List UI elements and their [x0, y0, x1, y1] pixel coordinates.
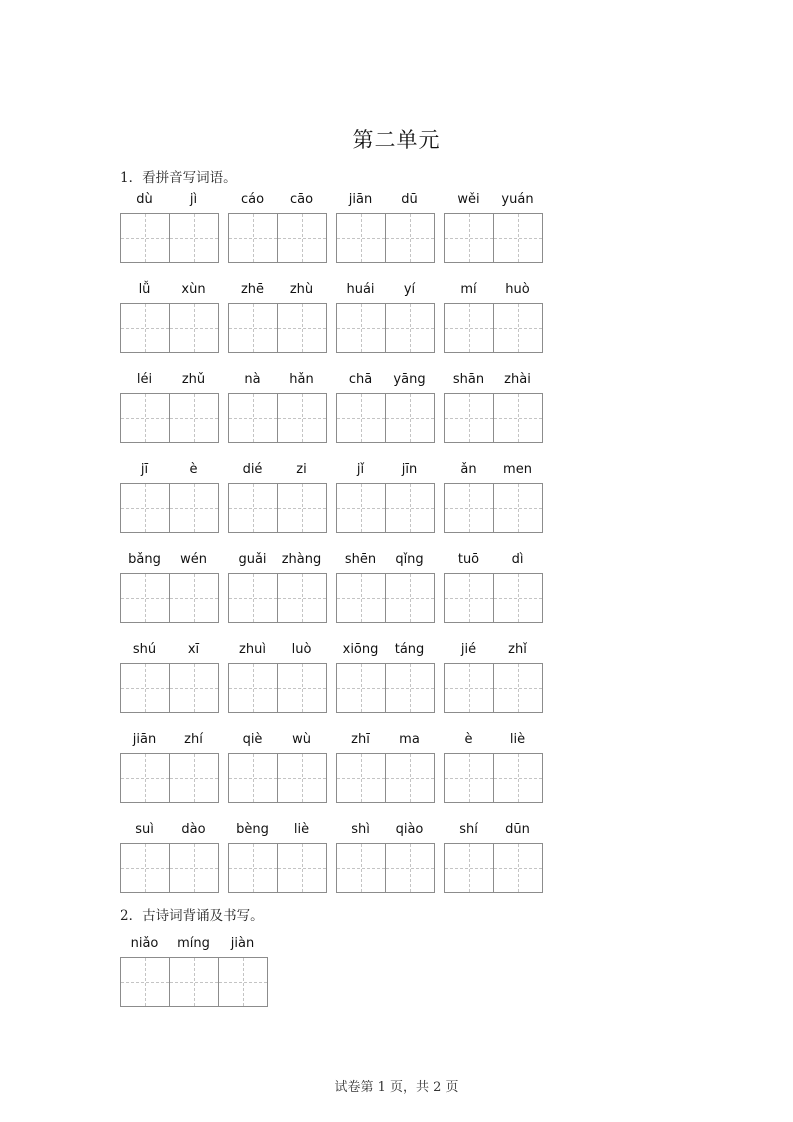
writing-cell[interactable] — [337, 574, 386, 622]
pinyin: dūn — [505, 822, 530, 837]
pinyin: mí — [460, 282, 477, 297]
tian-grid-box — [120, 213, 219, 263]
pinyin-labels — [120, 462, 218, 480]
writing-cell[interactable] — [229, 304, 278, 352]
writing-cell[interactable] — [121, 484, 170, 532]
pinyin: tuō — [457, 552, 480, 567]
pinyin: táng — [394, 642, 425, 657]
writing-cell[interactable] — [229, 214, 278, 262]
pinyin-labels — [336, 282, 434, 300]
writing-cell[interactable] — [445, 304, 494, 352]
tian-grid-box — [336, 663, 435, 713]
writing-cell[interactable] — [170, 394, 218, 442]
pinyin: jiàn — [230, 936, 255, 951]
pinyin: yí — [403, 282, 416, 297]
writing-cell[interactable] — [121, 844, 170, 892]
tian-grid-box — [444, 393, 543, 443]
tian-grid-box — [228, 663, 327, 713]
tian-grid-box — [120, 753, 219, 803]
writing-cell[interactable] — [494, 754, 542, 802]
writing-cell[interactable] — [386, 214, 434, 262]
tian-grid-box — [444, 663, 543, 713]
writing-cell[interactable] — [170, 484, 218, 532]
pinyin: liè — [509, 732, 526, 747]
pinyin-labels — [120, 372, 218, 390]
writing-cell[interactable] — [278, 304, 326, 352]
pinyin: cāo — [289, 192, 314, 207]
pinyin-labels — [120, 552, 218, 570]
writing-cell[interactable] — [121, 574, 170, 622]
tian-grid-box — [336, 753, 435, 803]
writing-cell[interactable] — [219, 958, 267, 1006]
pinyin-labels — [120, 936, 267, 954]
writing-cell[interactable] — [337, 394, 386, 442]
tian-grid-box — [228, 213, 327, 263]
writing-cell[interactable] — [445, 664, 494, 712]
pinyin-labels — [336, 462, 434, 480]
writing-cell[interactable] — [386, 394, 434, 442]
writing-cell[interactable] — [445, 484, 494, 532]
writing-cell[interactable] — [121, 304, 170, 352]
tian-grid-box — [228, 573, 327, 623]
pinyin: shān — [452, 372, 485, 387]
tian-grid-box — [120, 393, 219, 443]
writing-cell[interactable] — [494, 214, 542, 262]
tian-grid-box — [120, 573, 219, 623]
pinyin: zhǔ — [181, 372, 206, 387]
pinyin-labels — [336, 732, 434, 750]
writing-cell[interactable] — [121, 958, 170, 1006]
pinyin: zhuì — [239, 642, 266, 657]
writing-cell[interactable] — [386, 574, 434, 622]
pinyin: liè — [293, 822, 310, 837]
pinyin: wén — [180, 552, 207, 567]
writing-cell[interactable] — [278, 484, 326, 532]
pinyin: men — [503, 462, 532, 477]
page-title: 第二单元 — [352, 128, 441, 152]
tian-grid-box — [336, 393, 435, 443]
tian-grid-box — [444, 213, 543, 263]
writing-cell[interactable] — [229, 484, 278, 532]
writing-cell[interactable] — [170, 664, 218, 712]
pinyin-labels — [228, 822, 326, 840]
pinyin: huái — [346, 282, 375, 297]
pinyin: niǎo — [130, 936, 159, 951]
pinyin: luò — [291, 642, 312, 657]
writing-cell[interactable] — [121, 754, 170, 802]
pinyin: shì — [351, 822, 370, 837]
pinyin: jǐ — [356, 462, 365, 477]
pinyin-labels — [228, 732, 326, 750]
pinyin: zhī — [351, 732, 370, 747]
pinyin-labels — [336, 552, 434, 570]
pinyin-labels — [228, 192, 326, 210]
pinyin: è — [189, 462, 198, 477]
writing-cell[interactable] — [386, 754, 434, 802]
pinyin: guǎi — [238, 552, 267, 567]
tian-grid-box — [444, 573, 543, 623]
writing-cell[interactable] — [278, 394, 326, 442]
pinyin: shú — [132, 642, 157, 657]
question-2-label: 2．古诗词背诵及书写。 — [120, 908, 264, 924]
pinyin: bǎng — [128, 552, 161, 567]
pinyin-labels — [444, 552, 542, 570]
writing-cell[interactable] — [494, 304, 542, 352]
writing-cell[interactable] — [278, 214, 326, 262]
pinyin: lǚ — [138, 282, 151, 297]
pinyin: wěi — [457, 192, 480, 207]
pinyin-labels — [336, 372, 434, 390]
writing-cell[interactable] — [170, 958, 219, 1006]
pinyin: dào — [181, 822, 206, 837]
pinyin-labels — [336, 642, 434, 660]
writing-cell[interactable] — [229, 754, 278, 802]
writing-cell[interactable] — [337, 484, 386, 532]
pinyin: jì — [189, 192, 198, 207]
pinyin: míng — [177, 936, 210, 951]
pinyin: chā — [348, 372, 373, 387]
tian-grid-box — [120, 957, 268, 1007]
pinyin-labels — [120, 732, 218, 750]
pinyin-labels — [120, 642, 218, 660]
pinyin-labels — [336, 822, 434, 840]
tian-grid-box — [336, 483, 435, 533]
writing-cell[interactable] — [278, 754, 326, 802]
pinyin: zhù — [289, 282, 314, 297]
tian-grid-box — [444, 843, 543, 893]
tian-grid-box — [120, 843, 219, 893]
pinyin: huò — [505, 282, 530, 297]
pinyin: zhàng — [281, 552, 322, 567]
writing-cell[interactable] — [229, 394, 278, 442]
pinyin: bèng — [236, 822, 269, 837]
writing-cell[interactable] — [121, 214, 170, 262]
pinyin: xī — [187, 642, 200, 657]
writing-cell[interactable] — [445, 394, 494, 442]
pinyin: léi — [136, 372, 153, 387]
writing-cell[interactable] — [494, 844, 542, 892]
tian-grid-box — [120, 663, 219, 713]
pinyin: yuán — [501, 192, 534, 207]
pinyin-labels — [444, 372, 542, 390]
pinyin: jī — [140, 462, 149, 477]
writing-cell[interactable] — [229, 844, 278, 892]
pinyin: shēn — [344, 552, 377, 567]
pinyin: xiōng — [342, 642, 379, 657]
pinyin: zhē — [240, 282, 265, 297]
writing-cell[interactable] — [121, 664, 170, 712]
pinyin: zhǐ — [508, 642, 527, 657]
tian-grid-box — [120, 483, 219, 533]
pinyin: zhài — [504, 372, 531, 387]
writing-cell[interactable] — [386, 664, 434, 712]
tian-grid-box — [444, 303, 543, 353]
tian-grid-box — [120, 303, 219, 353]
writing-cell[interactable] — [278, 844, 326, 892]
pinyin: jīn — [401, 462, 418, 477]
pinyin-labels — [444, 732, 542, 750]
tian-grid-box — [336, 843, 435, 893]
tian-grid-box — [228, 483, 327, 533]
tian-grid-box — [336, 213, 435, 263]
pinyin: zi — [296, 462, 307, 477]
writing-cell[interactable] — [337, 214, 386, 262]
pinyin: dù — [136, 192, 153, 207]
pinyin-labels — [444, 192, 542, 210]
writing-cell[interactable] — [445, 844, 494, 892]
writing-cell[interactable] — [170, 304, 218, 352]
pinyin: dié — [242, 462, 263, 477]
writing-cell[interactable] — [337, 754, 386, 802]
tian-grid-box — [228, 393, 327, 443]
writing-cell[interactable] — [494, 664, 542, 712]
writing-cell[interactable] — [494, 484, 542, 532]
pinyin: zhí — [184, 732, 203, 747]
writing-cell[interactable] — [445, 214, 494, 262]
pinyin: dì — [511, 552, 524, 567]
writing-cell[interactable] — [170, 754, 218, 802]
pinyin: jié — [460, 642, 477, 657]
pinyin-labels — [444, 822, 542, 840]
pinyin-labels — [444, 282, 542, 300]
pinyin: wù — [292, 732, 311, 747]
pinyin-labels — [228, 282, 326, 300]
tian-grid-box — [228, 753, 327, 803]
writing-cell[interactable] — [278, 664, 326, 712]
pinyin: cáo — [240, 192, 265, 207]
pinyin: ǎn — [460, 462, 477, 477]
writing-cell[interactable] — [229, 664, 278, 712]
pinyin-labels — [228, 462, 326, 480]
writing-cell[interactable] — [386, 844, 434, 892]
pinyin-labels — [444, 642, 542, 660]
question-1-label: 1．看拼音写词语。 — [120, 170, 237, 186]
tian-grid-box — [228, 303, 327, 353]
writing-cell[interactable] — [337, 664, 386, 712]
pinyin: suì — [135, 822, 154, 837]
pinyin: qiào — [395, 822, 424, 837]
tian-grid-box — [444, 483, 543, 533]
writing-cell[interactable] — [494, 574, 542, 622]
writing-cell[interactable] — [386, 484, 434, 532]
pinyin-labels — [228, 372, 326, 390]
pinyin-labels — [228, 642, 326, 660]
pinyin: è — [464, 732, 473, 747]
pinyin: xùn — [181, 282, 206, 297]
writing-cell[interactable] — [386, 304, 434, 352]
pinyin: yāng — [393, 372, 426, 387]
writing-cell[interactable] — [494, 394, 542, 442]
pinyin-labels — [120, 282, 218, 300]
writing-cell[interactable] — [445, 574, 494, 622]
pinyin-labels — [120, 822, 218, 840]
tian-grid-box — [336, 303, 435, 353]
writing-cell[interactable] — [337, 844, 386, 892]
pinyin: ma — [399, 732, 420, 747]
tian-grid-box — [228, 843, 327, 893]
pinyin-labels — [444, 462, 542, 480]
writing-cell[interactable] — [170, 574, 218, 622]
pinyin-labels — [120, 192, 218, 210]
writing-cell[interactable] — [229, 574, 278, 622]
page-footer: 试卷第 1 页，共 2 页 — [334, 1080, 459, 1095]
pinyin: hǎn — [289, 372, 314, 387]
writing-cell[interactable] — [121, 394, 170, 442]
writing-cell[interactable] — [445, 754, 494, 802]
pinyin-labels — [228, 552, 326, 570]
tian-grid-box — [444, 753, 543, 803]
writing-cell[interactable] — [337, 304, 386, 352]
writing-cell[interactable] — [170, 844, 218, 892]
pinyin: nà — [244, 372, 261, 387]
pinyin-labels — [336, 192, 434, 210]
pinyin: dū — [401, 192, 418, 207]
pinyin: shí — [459, 822, 478, 837]
writing-cell[interactable] — [170, 214, 218, 262]
pinyin: jiān — [132, 732, 157, 747]
tian-grid-box — [336, 573, 435, 623]
pinyin: qiè — [242, 732, 263, 747]
pinyin: jiān — [348, 192, 373, 207]
writing-cell[interactable] — [278, 574, 326, 622]
pinyin: qǐng — [395, 552, 424, 567]
